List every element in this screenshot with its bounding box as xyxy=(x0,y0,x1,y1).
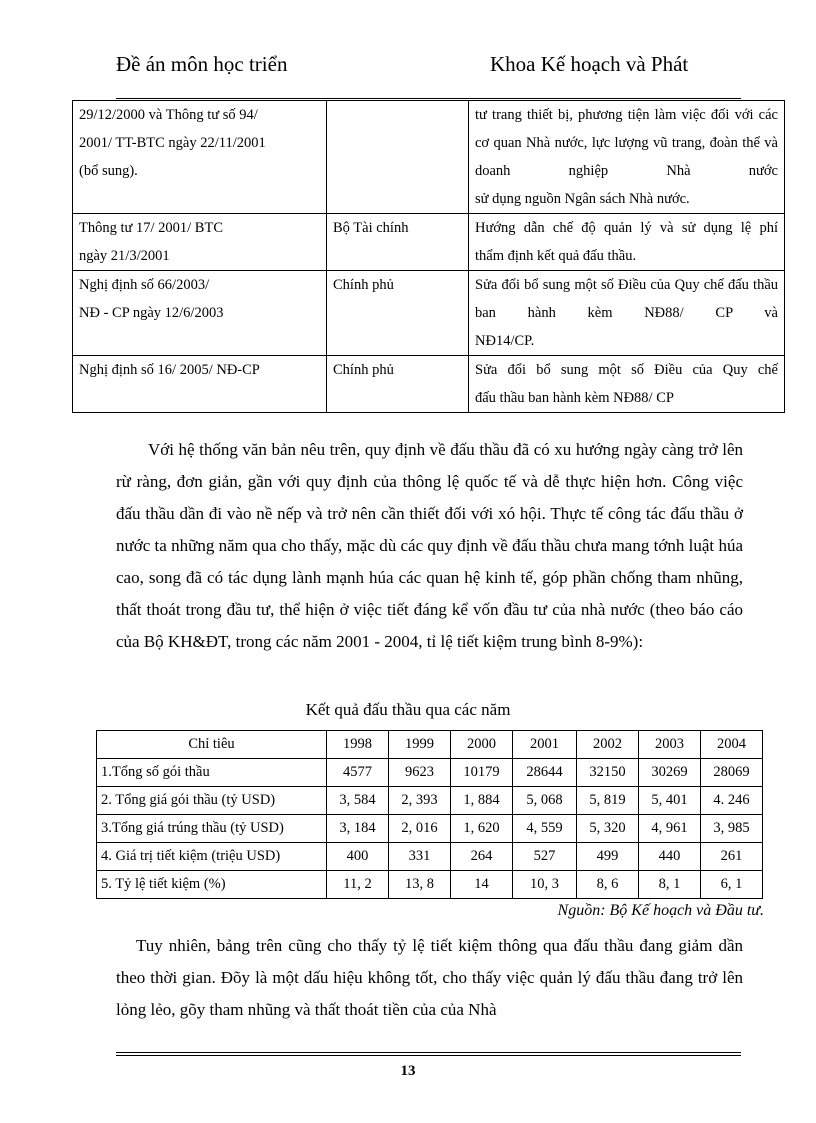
law-document-cell xyxy=(73,356,327,413)
results-value-cell: 4. 246 xyxy=(701,787,763,815)
law-document-line: Nghị định số 16/ 2005/ NĐ-CP xyxy=(79,362,260,378)
law-content-text: Hướng dẫn chế độ quản lý và sử dụng lệ phí xyxy=(475,220,778,236)
results-row-label: 3.Tổng giá trúng thầu (tỷ USD) xyxy=(97,815,327,843)
law-document-line: 2001/ TT-BTC ngày 22/11/2001 xyxy=(79,135,266,151)
results-value-cell: 499 xyxy=(577,843,639,871)
results-value-cell: 527 xyxy=(513,843,577,871)
laws-row xyxy=(73,214,785,271)
law-document-line: ngày 21/3/2001 xyxy=(79,248,170,264)
results-value-cell: 10179 xyxy=(451,759,513,787)
law-content-last-line: NĐ14/CP. xyxy=(475,333,535,349)
law-content-cell xyxy=(469,214,785,271)
law-document-cell xyxy=(73,271,327,356)
results-row-label: 5. Tỷ lệ tiết kiệm (%) xyxy=(97,871,327,899)
law-document-line: (bổ sung). xyxy=(79,163,138,179)
law-content-last-line: thẩm định kết quả đấu thầu. xyxy=(475,248,637,264)
results-value-cell: 28644 xyxy=(513,759,577,787)
results-row xyxy=(97,815,763,843)
footer-divider-top xyxy=(116,1052,741,1053)
results-value-cell: 1, 620 xyxy=(451,815,513,843)
results-value-cell: 5, 068 xyxy=(513,787,577,815)
results-value-cell: 14 xyxy=(451,871,513,899)
results-year-header: 2000 xyxy=(451,731,513,759)
results-value-cell: 1, 884 xyxy=(451,787,513,815)
results-row xyxy=(97,843,763,871)
law-document-line: Thông tư 17/ 2001/ BTC xyxy=(79,220,224,236)
header-left: Đề án môn học triển xyxy=(116,52,288,76)
law-issuer-cell xyxy=(327,101,469,214)
results-value-cell: 30269 xyxy=(639,759,701,787)
law-content-last-line: sử dụng nguồn Ngân sách Nhà nước. xyxy=(475,191,690,207)
page-number: 13 xyxy=(400,1063,416,1079)
results-row-label: 1.Tổng số gói thầu xyxy=(97,759,327,787)
results-value-cell: 5, 819 xyxy=(577,787,639,815)
paragraph-2: Tuy nhiên, bảng trên cũng cho thấy tỷ lệ tiết kiệm thông qua đấu thầu đang giảm dần theo thời gian. Đõy là một dấu hiệu không tốt, cho thấy việc quản lý đấu thầu đang trở lên lỏng lẻo, gõy tham nhũng và thất thoát tiền của của Nhà xyxy=(116,936,743,1019)
results-value-cell: 440 xyxy=(639,843,701,871)
results-value-cell: 3, 184 xyxy=(327,815,389,843)
results-value-cell: 32150 xyxy=(577,759,639,787)
results-value-cell: 261 xyxy=(701,843,763,871)
results-row-label: 2. Tổng giá gói thầu (tỷ USD) xyxy=(97,787,327,815)
laws-row xyxy=(73,271,785,356)
law-content-cell xyxy=(469,101,785,214)
law-content-text: Sửa đổi bổ sung một số Điều của Quy chế đấu thầu ban hành kèm NĐ88/ CP và xyxy=(475,277,778,321)
source-note: Nguồn: Bộ Kế hoạch và Đầu tư. xyxy=(557,902,764,919)
law-document-cell xyxy=(73,214,327,271)
law-content-cell xyxy=(469,356,785,413)
law-document-line: NĐ - CP ngày 12/6/2003 xyxy=(79,305,224,321)
results-value-cell: 8, 1 xyxy=(639,871,701,899)
header-divider xyxy=(116,98,741,99)
law-content-last-line: đấu thầu ban hành kèm NĐ88/ CP xyxy=(475,390,674,406)
results-value-cell: 6, 1 xyxy=(701,871,763,899)
results-value-cell: 2, 393 xyxy=(389,787,451,815)
results-value-cell: 4577 xyxy=(327,759,389,787)
results-table xyxy=(96,730,763,899)
results-year-header: 2001 xyxy=(513,731,577,759)
results-value-cell: 13, 8 xyxy=(389,871,451,899)
results-value-cell: 5, 401 xyxy=(639,787,701,815)
results-value-cell: 3, 985 xyxy=(701,815,763,843)
results-caption: Kết quả đấu thầu qua các năm xyxy=(305,700,511,719)
results-row xyxy=(97,759,763,787)
laws-row xyxy=(73,101,785,214)
results-value-cell: 331 xyxy=(389,843,451,871)
results-header-label: Chỉ tiêu xyxy=(97,731,327,759)
results-value-cell: 8, 6 xyxy=(577,871,639,899)
results-row xyxy=(97,787,763,815)
results-year-header: 2002 xyxy=(577,731,639,759)
results-value-cell: 11, 2 xyxy=(327,871,389,899)
law-document-cell xyxy=(73,101,327,214)
law-content-cell xyxy=(469,271,785,356)
results-row-label: 4. Giá trị tiết kiệm (triệu USD) xyxy=(97,843,327,871)
results-value-cell: 264 xyxy=(451,843,513,871)
results-year-header: 2004 xyxy=(701,731,763,759)
results-row xyxy=(97,871,763,899)
law-content-text: Sửa đổi bổ sung một số Điều của Quy chế xyxy=(475,362,778,378)
law-document-line: Nghị định số 66/2003/ xyxy=(79,277,210,293)
results-value-cell: 4, 961 xyxy=(639,815,701,843)
header-right: Khoa Kế hoạch và Phát xyxy=(490,52,689,76)
results-year-header: 2003 xyxy=(639,731,701,759)
paragraph-1: Với hệ thống văn bản nêu trên, quy định về đấu thầu đã có xu hướng ngày càng trở lên rừ ràng, đơn giản, gần với quy định của thông lệ quốc tế và dễ thực hiện hơn. Công việc đấu thầu dần đi vào nề nếp và trở nên cần thiết đối với xó hội. Thực tế công tác đấu thầu ở nước ta những năm qua cho thấy, mặc dù các quy định về đấu thầu chưa mang tớnh luật húa cao, song đã có tác dụng lành mạnh húa các quan hệ kinh tế, góp phần chống tham nhũng, thất thoát trong đầu tư, thể hiện ở việc tiết đáng kể vốn đầu tư của nhà nước (theo báo cáo của Bộ KH&ĐT, trong các năm 2001 - 2004, tỉ lệ tiết kiệm trung bình 8-9%): xyxy=(116,440,743,651)
law-issuer-cell: Chính phủ xyxy=(327,356,469,413)
results-year-header: 1998 xyxy=(327,731,389,759)
results-value-cell: 400 xyxy=(327,843,389,871)
law-issuer-cell: Chính phủ xyxy=(327,271,469,356)
results-value-cell: 28069 xyxy=(701,759,763,787)
results-value-cell: 9623 xyxy=(389,759,451,787)
laws-table xyxy=(72,100,785,413)
results-value-cell: 4, 559 xyxy=(513,815,577,843)
results-value-cell: 5, 320 xyxy=(577,815,639,843)
results-year-header: 1999 xyxy=(389,731,451,759)
law-content-text: tư trang thiết bị, phương tiện làm việc đối với các cơ quan Nhà nước, lực lượng vũ trang, đoàn thể và doanh nghiệp Nhà nước xyxy=(475,107,778,179)
results-value-cell: 3, 584 xyxy=(327,787,389,815)
results-value-cell: 2, 016 xyxy=(389,815,451,843)
results-header-row xyxy=(97,731,763,759)
law-issuer-cell: Bộ Tài chính xyxy=(327,214,469,271)
laws-row xyxy=(73,356,785,413)
results-value-cell: 10, 3 xyxy=(513,871,577,899)
law-document-line: 29/12/2000 và Thông tư số 94/ xyxy=(79,107,258,123)
footer-divider-bottom xyxy=(116,1055,741,1056)
